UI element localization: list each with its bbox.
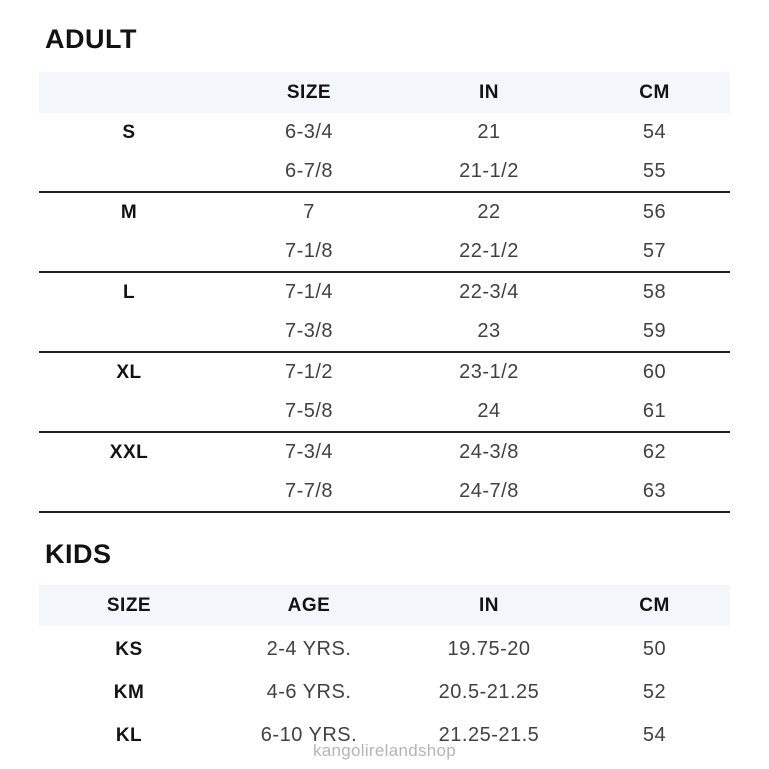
table-row [39, 671, 730, 714]
cm-value: 59 [642, 320, 667, 342]
inches-value: 22-3/4 [459, 281, 519, 303]
kids-header-age: AGE [287, 594, 331, 616]
adult-size-group-s [39, 113, 730, 193]
adult-section-title: ADULT [45, 24, 137, 54]
table-row [39, 433, 730, 472]
size-label: M [120, 201, 138, 223]
hat-size-value: 6-3/4 [284, 121, 334, 143]
table-row [39, 312, 730, 351]
table-row [39, 353, 730, 392]
table-row [39, 152, 730, 191]
hat-size-value: 7 [303, 201, 315, 223]
table-row [39, 392, 730, 431]
hat-size-value: 7-3/4 [284, 441, 334, 463]
cm-value: 60 [642, 361, 667, 383]
size-label: KL [115, 724, 143, 746]
kids-section-title: KIDS [45, 539, 112, 569]
hat-size-value: 7-1/8 [284, 240, 334, 262]
inches-value: 22 [477, 201, 501, 223]
table-row [39, 273, 730, 312]
adult-header-in: IN [479, 81, 499, 103]
kids-header-size: SIZE [106, 594, 152, 616]
table-row [39, 472, 730, 511]
inches-value: 21 [477, 121, 501, 143]
cm-value: 58 [642, 281, 667, 303]
cm-value: 50 [642, 638, 667, 660]
inches-value: 21-1/2 [459, 160, 519, 182]
inches-value: 23-1/2 [459, 361, 519, 383]
size-label: KM [113, 681, 145, 703]
hat-size-value: 7-1/2 [284, 361, 334, 383]
kids-header-in: IN [479, 594, 499, 616]
hat-size-value: 7-3/8 [284, 320, 334, 342]
age-value: 4-6 YRS. [266, 681, 352, 703]
hat-size-value: 6-7/8 [284, 160, 334, 182]
table-row [39, 628, 730, 671]
adult-size-group-xxl [39, 433, 730, 513]
kids-header-cm: CM [639, 594, 670, 616]
inches-value: 23 [477, 320, 501, 342]
inches-value: 24-7/8 [459, 480, 519, 502]
adult-header-cm: CM [639, 81, 670, 103]
size-label: XL [116, 361, 142, 383]
table-row [39, 113, 730, 152]
size-label: KS [115, 638, 143, 660]
table-row [39, 232, 730, 271]
age-value: 6-10 YRS. [260, 724, 358, 746]
inches-value: 21.25-21.5 [438, 724, 540, 746]
age-value: 2-4 YRS. [266, 638, 352, 660]
inches-value: 20.5-21.25 [438, 681, 540, 703]
cm-value: 54 [642, 724, 667, 746]
hat-size-value: 7-1/4 [284, 281, 334, 303]
size-label: XXL [109, 441, 149, 463]
table-row [39, 193, 730, 232]
watermark-text: kangolirelandshop [312, 741, 457, 760]
cm-value: 52 [642, 681, 667, 703]
kids-size-table [39, 585, 730, 757]
inches-value: 24 [477, 400, 501, 422]
hat-size-value: 7-5/8 [284, 400, 334, 422]
cm-value: 56 [642, 201, 667, 223]
cm-value: 54 [642, 121, 667, 143]
adult-size-table [39, 72, 730, 513]
cm-value: 55 [642, 160, 667, 182]
adult-size-group-l [39, 273, 730, 353]
adult-size-group-xl [39, 353, 730, 433]
cm-value: 57 [642, 240, 667, 262]
adult-header-size: SIZE [286, 81, 332, 103]
inches-value: 22-1/2 [459, 240, 519, 262]
kids-table-header-row [39, 585, 730, 626]
cm-value: 61 [642, 400, 667, 422]
cm-value: 63 [642, 480, 667, 502]
inches-value: 19.75-20 [447, 638, 531, 660]
adult-table-header-row [39, 72, 730, 113]
cm-value: 62 [642, 441, 667, 463]
size-label: L [122, 281, 136, 303]
inches-value: 24-3/8 [459, 441, 519, 463]
adult-size-group-m [39, 193, 730, 273]
size-label: S [122, 121, 136, 143]
hat-size-value: 7-7/8 [284, 480, 334, 502]
